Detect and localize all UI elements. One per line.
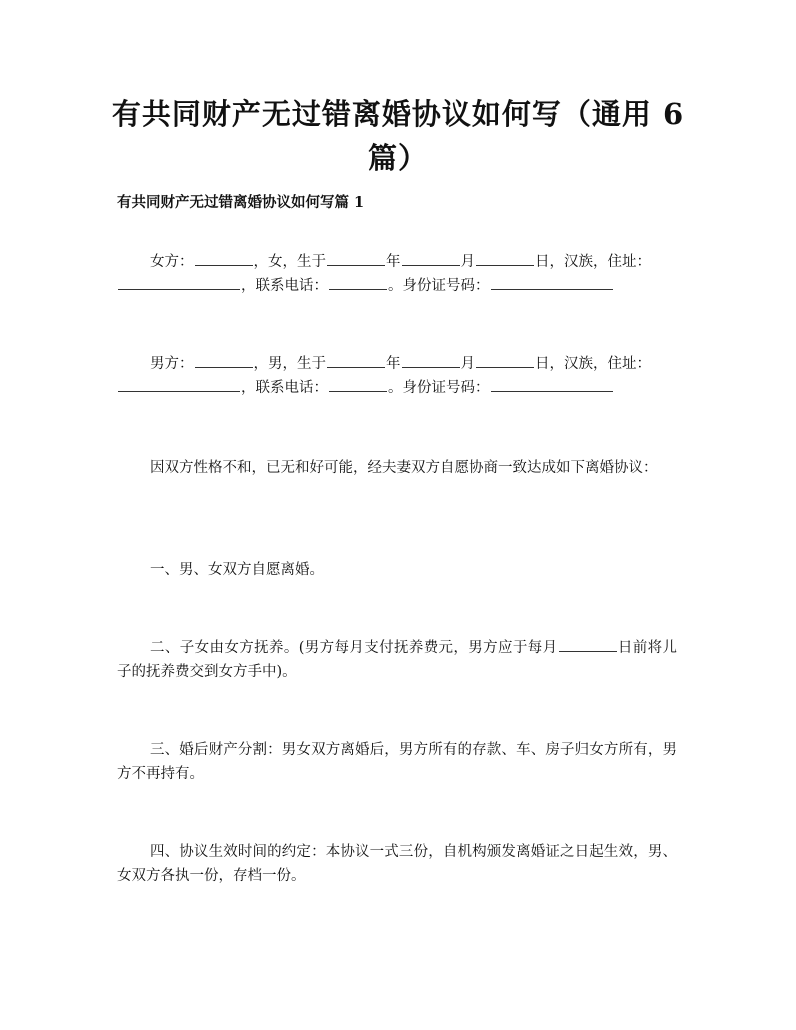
clause-3: 三、婚后财产分割：男女双方离婚后，男方所有的存款、车、房子归女方所有，男方不再持有。 [117, 742, 677, 782]
clause-2-text-a: 二、子女由女方抚养。(男方每月支付抚养费元，男方应于每月 [150, 640, 558, 656]
document-title: 有共同财产无过错离婚协议如何写（通用 6 篇） [111, 97, 685, 175]
year-text: 年 [386, 254, 401, 270]
intro-paragraph: 因双方性格不和，已无和好可能，经夫妻双方自愿协商一致达成如下离婚协议： [150, 460, 658, 476]
female-gender-text: ，女，生于 [253, 254, 326, 270]
phone-blank [329, 275, 387, 290]
birth-day-blank [476, 353, 534, 368]
month-text: 月 [460, 254, 475, 270]
male-gender-text: ，男，生于 [253, 356, 326, 372]
year-text: 年 [386, 356, 401, 372]
name-blank [195, 353, 253, 368]
phone-blank [329, 377, 387, 392]
clause-2 [117, 636, 677, 684]
female-party-paragraph [117, 250, 677, 298]
section-heading: 有共同财产无过错离婚协议如何写篇 1 [117, 194, 365, 211]
id-label: 。身份证号码： [388, 380, 490, 396]
male-party-paragraph [117, 352, 677, 400]
clause-1: 一、男、女双方自愿离婚。 [150, 562, 324, 578]
birth-day-blank [476, 251, 534, 266]
male-label: 男方： [150, 356, 194, 372]
address-blank [118, 275, 240, 290]
clause-2-text-b: 日前将儿子的抚养费交到女方手中)。 [117, 640, 678, 680]
id-blank [491, 275, 613, 290]
birth-year-blank [327, 353, 385, 368]
birth-month-blank [402, 353, 460, 368]
ethnicity-address-text: 日，汉族，住址： [535, 356, 651, 372]
birth-year-blank [327, 251, 385, 266]
id-blank [491, 377, 613, 392]
address-blank [118, 377, 240, 392]
birth-month-blank [402, 251, 460, 266]
female-label: 女方： [150, 254, 194, 270]
name-blank [195, 251, 253, 266]
id-label: 。身份证号码： [388, 278, 490, 294]
ethnicity-address-text: 日，汉族，住址： [535, 254, 651, 270]
phone-label: ，联系电话： [241, 380, 328, 396]
payment-day-blank [559, 637, 617, 652]
month-text: 月 [460, 356, 475, 372]
phone-label: ，联系电话： [241, 278, 328, 294]
clause-4: 四、协议生效时间的约定：本协议一式三份，自机构颁发离婚证之日起生效，男、女双方各执一份，存档一份。 [117, 844, 677, 884]
